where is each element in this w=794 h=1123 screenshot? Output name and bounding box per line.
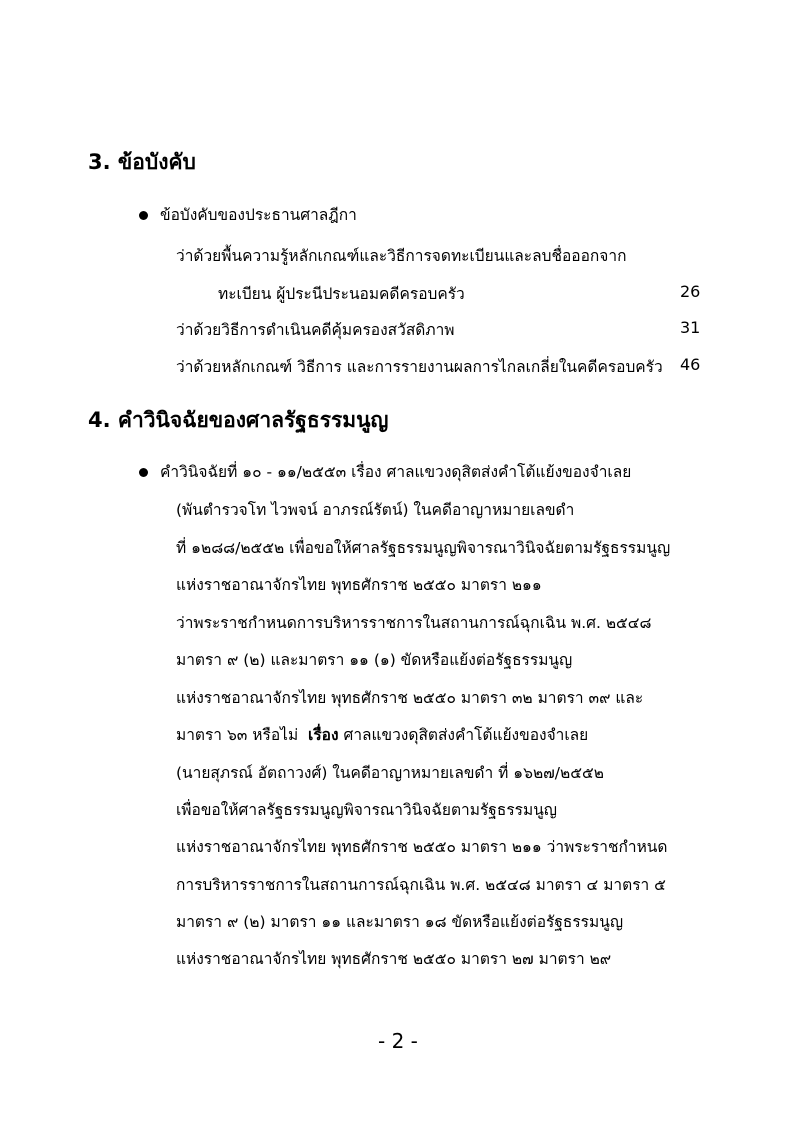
ruling-line: แห่งราชอาณาจักรไทย พุทธศักราช ๒๕๕๐ มาตรา ๒๑๑ ว่าพระราชกำหนด [176, 838, 668, 856]
ruling-line: มาตรา ๙ (๒) มาตรา ๑๑ และมาตรา ๑๘ ขัดหรือแย้งต่อรัฐธรรมนูญ [176, 913, 624, 931]
toc-entry-2: ว่าด้วยวิธีการดำเนินคดีคุ้มครองสวัสดิภาพ [176, 321, 455, 339]
section-4-heading: 4. คำวินิจฉัยของศาลรัฐธรรมนูญ [88, 408, 389, 432]
toc-entry-3-page: 46 [680, 355, 701, 374]
ruling-text: มาตรา ๖๓ หรือไม่ [176, 726, 309, 744]
ruling-line: (พันตำรวจโท ไวพจน์ อาภรณ์รัตน์) ในคดีอาญาหมายเลขดำ [176, 501, 575, 519]
ruling-line: การบริหารราชการในสถานการณ์ฉุกเฉิน พ.ศ. ๒๕๔๘ มาตรา ๔ มาตรา ๕ [176, 876, 666, 894]
subject-label: เรื่อง [308, 726, 339, 744]
ruling-line: (นายสุภรณ์ อัตถาวงศ์) ในคดีอาญาหมายเลขดำ ที่ ๑๖๒๗/๒๕๕๒ [176, 764, 604, 782]
toc-entry-1-line2: ทะเบียน ผู้ประนีประนอมคดีครอบครัว [218, 285, 465, 303]
toc-entry-1-line1: ว่าด้วยพื้นความรู้หลักเกณฑ์และวิธีการจดทะเบียนและลบชื่อออกจาก [176, 247, 627, 265]
section-3-bullet-text: ข้อบังคับของประธานศาลฎีกา [160, 206, 357, 224]
ruling-line: มาตรา ๙ (๒) และมาตรา ๑๑ (๑) ขัดหรือแย้งต่อรัฐธรรมนูญ [176, 651, 573, 669]
ruling-first-line: คำวินิจฉัยที่ ๑๐ - ๑๑/๒๕๕๓ เรื่อง ศาลแขวงดุสิตส่งคำโต้แย้งของจำเลย [160, 463, 632, 481]
bullet-icon [139, 211, 148, 220]
ruling-line: ที่ ๑๒๘๘/๒๕๕๒ เพื่อขอให้ศาลรัฐธรรมนูญพิจารณาวินิจฉัยตามรัฐธรรมนูญ [176, 539, 671, 557]
toc-entry-1-page: 26 [680, 282, 701, 301]
ruling-line: ว่าพระราชกำหนดการบริหารราชการในสถานการณ์ฉุกเฉิน พ.ศ. ๒๕๔๘ [176, 614, 652, 632]
ruling-line: แห่งราชอาณาจักรไทย พุทธศักราช ๒๕๕๐ มาตรา ๓๒ มาตรา ๓๙ และ [176, 689, 644, 707]
ruling-line-mixed [176, 722, 588, 747]
ruling-line: แห่งราชอาณาจักรไทย พุทธศักราช ๒๕๕๐ มาตรา ๒๑๑ [176, 576, 542, 594]
ruling-line: เพื่อขอให้ศาลรัฐธรรมนูญพิจารณาวินิจฉัยตามรัฐธรรมนูญ [176, 801, 557, 819]
toc-entry-2-page: 31 [680, 318, 701, 337]
ruling-text: ศาลแขวงดุสิตส่งคำโต้แย้งของจำเลย [338, 726, 589, 744]
section-3-heading: 3. ข้อบังคับ [88, 150, 196, 174]
bullet-icon [139, 468, 148, 477]
toc-entry-3: ว่าด้วยหลักเกณฑ์ วิธีการ และการรายงานผลการไกลเกลี่ยในคดีครอบครัว [176, 358, 663, 376]
ruling-line: แห่งราชอาณาจักรไทย พุทธศักราช ๒๕๕๐ มาตรา ๒๗ มาตรา ๒๙ [176, 950, 612, 968]
page-number: - 2 - [378, 1029, 418, 1053]
